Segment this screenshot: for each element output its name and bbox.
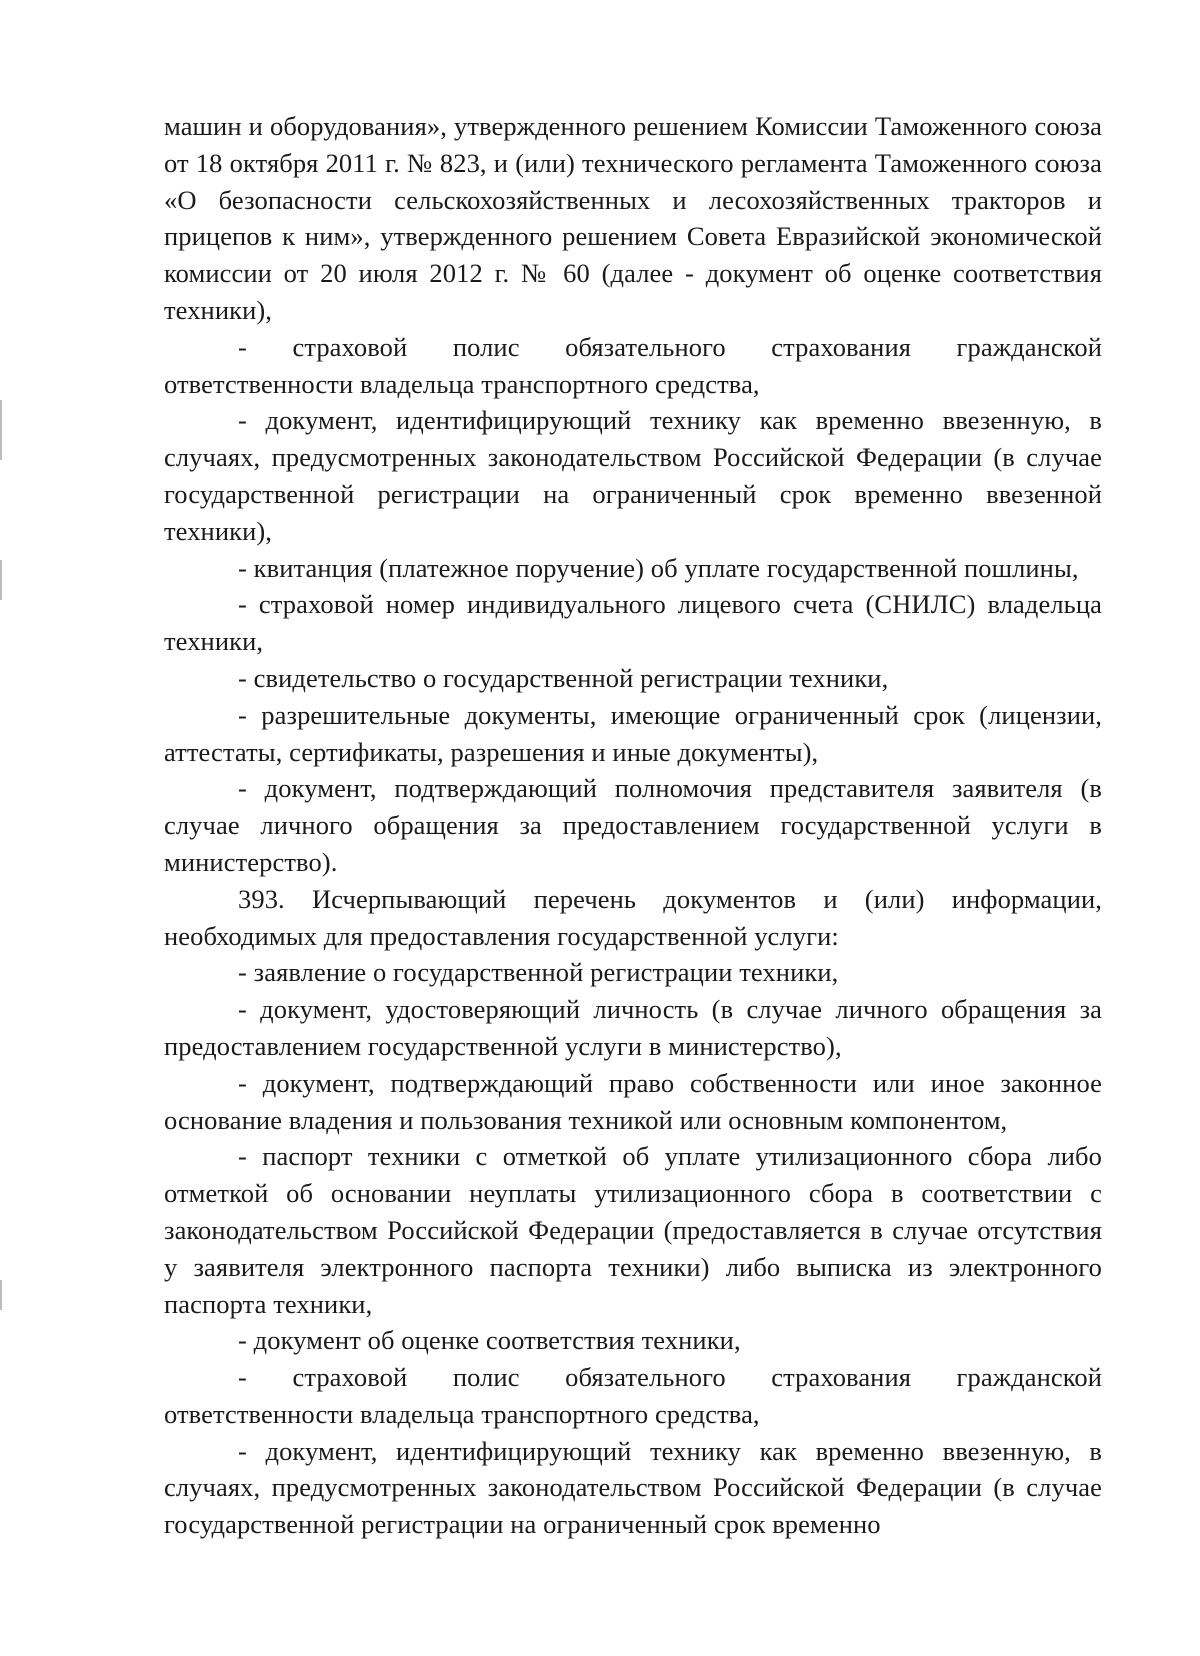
scan-edge-mark [0, 560, 2, 600]
list-item-vehicle-passport: - паспорт техники с отметкой об уплате утилизационного сбора либо отметкой об основании неуплаты утилизационного сбора в соответствии с законодательством Российской Федерации (предоставляется в случае отсутствия у заявителя электронного паспорта техники) либо выписка из электронного паспорта техники, [164, 1141, 1102, 1319]
list-item-temporary-import-document-2: - документ, идентифицирующий технику как временно ввезенную, в случаях, предусмотренных законодательством Российской Федерации (в случае государственной регистрации на ограниченный срок временно [164, 1435, 1102, 1540]
list-item-application: - заявление о государственной регистрации техники, [238, 957, 839, 988]
list-item-insurance-policy: - страховой полис обязательного страхования гражданской ответственности владельца транспортного средства, [164, 331, 1102, 399]
list-item-insurance-policy-2: - страховой полис обязательного страхования гражданской ответственности владельца транспортного средства, [164, 1362, 1102, 1429]
scan-edge-mark [0, 1280, 2, 1310]
list-item-conformity-document: - документ об оценке соответствия техники, [238, 1325, 741, 1356]
list-item-permits: - разрешительные документы, имеющие ограниченный срок (лицензии, аттестаты, сертификаты, разрешения и иные документы), [164, 699, 1102, 767]
list-item-snils: - страховой номер индивидуального лицевого счета (СНИЛС) владельца техники, [164, 589, 1102, 657]
section-393-heading: 393. Исчерпывающий перечень документов и (или) информации, необходимых для предоставления государственной услуги: [164, 883, 1102, 951]
list-item-identity-document: - документ, удостоверяющий личность (в случае личного обращения за предоставлением государственной услуги в министерство), [164, 994, 1102, 1061]
paragraph-continuation: машин и оборудования», утвержденного решением Комиссии Таможенного союза от 18 октября 2011 г. № 823, и (или) технического регламента Таможенного союза «О безопасности сельскохозяйственных и лесохозяйственных тракторов и прицепов к ним», утвержденного решением Совета Евразийской экономической комиссии от 20 июля 2012 г. № 60 (далее - документ об оценке соответствия техники), [164, 111, 1102, 325]
scan-edge-mark [0, 400, 2, 460]
document-body [164, 108, 1102, 1543]
list-item-temporary-import-document: - документ, идентифицирующий технику как временно ввезенную, в случаях, предусмотренных законодательством Российской Федерации (в случае государственной регистрации на ограниченный срок временно ввезенной техники), [164, 405, 1102, 546]
list-item-fee-receipt: - квитанция (платежное поручение) об уплате государственной пошлины, [238, 552, 1079, 583]
list-item-registration-certificate: - свидетельство о государственной регистрации техники, [238, 662, 889, 693]
list-item-ownership-document: - документ, подтверждающий право собственности или иное законное основание владения и пользования техникой или основным компонентом, [164, 1067, 1102, 1135]
list-item-representative-authority: - документ, подтверждающий полномочия представителя заявителя (в случае личного обращения за предоставлением государственной услуги в министерство). [164, 773, 1102, 877]
